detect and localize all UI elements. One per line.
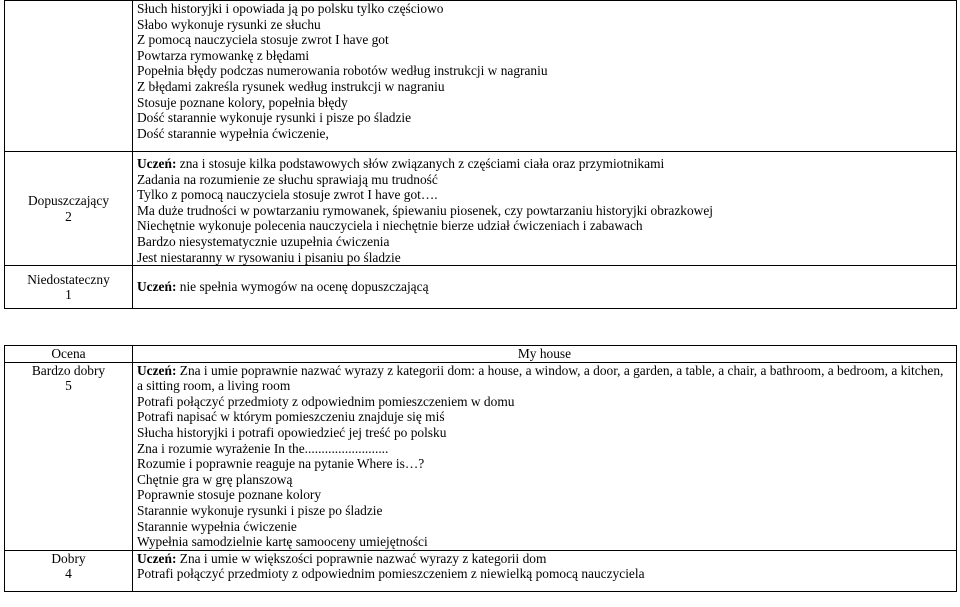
criteria-line: Potrafi połączyć przedmioty z odpowiednim pomieszczeniem w domu: [137, 393, 515, 409]
grade-number: 2: [65, 208, 72, 224]
criteria-line: Bardzo niesystematycznie uzupełnia ćwiczenia: [137, 233, 390, 249]
grade-number: 1: [65, 287, 72, 303]
criteria-line: Poprawnie stosuje poznane kolory: [137, 487, 322, 503]
criteria-line: Słuch historyjki i opowiada ją po polsku tylko częściowo: [137, 1, 444, 16]
table-row: [5, 152, 957, 266]
lead-bold: Uczeń:: [137, 362, 177, 378]
criteria-cell: [133, 266, 957, 309]
criteria-line: Słucha historyjki i potrafi opowiedzieć jej treść po polsku: [137, 424, 447, 440]
criteria-line: Dość starannie wypełnia ćwiczenie,: [137, 125, 329, 141]
lead-rest: Zna i umie poprawnie nazwać wyrazy z kategorii dom: a house, a window, a door, a garden, a table, a chair, a bathroom, a bedroom, a kitchen, a sitting room, a living room: [137, 362, 944, 394]
lead-rest: nie spełnia wymogów na ocenę dopuszczającą: [176, 279, 429, 295]
criteria-lead: [137, 551, 952, 567]
criteria-line: Jest niestaranny w rysowaniu i pisaniu po śladzie: [137, 249, 401, 265]
criteria-line: Wypełnia samodzielnie kartę samooceny umiejętności: [137, 534, 428, 550]
grade-cell: [5, 266, 133, 309]
header-row: [5, 346, 957, 363]
criteria-cell: [133, 362, 957, 550]
grade-cell-empty: [5, 1, 133, 152]
criteria-line: Starannie wykonuje rysunki i pisze po śladzie: [137, 502, 383, 518]
grading-table-1: [4, 0, 957, 309]
criteria-line: Zadania na rozumienie ze słuchu sprawiają mu trudność: [137, 171, 438, 187]
grade-name: Dopuszczający: [27, 192, 110, 208]
lead-bold: Uczeń:: [137, 279, 177, 295]
criteria-cell: [133, 152, 957, 266]
grade-name: Bardzo dobry: [31, 362, 106, 378]
header-grade: Ocena: [5, 346, 133, 363]
grade-cell: [5, 550, 133, 591]
criteria-line: Stosuje poznane kolory, popełnia błędy: [137, 94, 348, 110]
criteria-line: Zna i rozumie wyrażenie In the.........................: [137, 440, 389, 456]
grade-name: Niedostateczny: [27, 271, 110, 287]
criteria-line: Potrafi napisać w którym pomieszczeniu znajduje się miś: [137, 409, 445, 425]
criteria-line: Tylko z pomocą nauczyciela stosuje zwrot I have got….: [137, 187, 438, 203]
table-row: [5, 362, 957, 550]
table-row: [5, 266, 957, 309]
criteria-line: Popełnia błędy podczas numerowania robotów według instrukcji w nagraniu: [137, 63, 548, 79]
criteria-lead: [137, 279, 952, 295]
criteria-cell: [133, 1, 957, 152]
grade-cell: [5, 152, 133, 266]
table-row: [5, 550, 957, 591]
criteria-line: Chętnie gra w grę planszową: [137, 471, 293, 487]
grading-table-2: [4, 345, 957, 592]
criteria-line: Z pomocą nauczyciela stosuje zwrot I have got: [137, 32, 389, 48]
lead-rest: Zna i umie w większości poprawnie nazwać wyrazy z kategorii dom: [176, 550, 547, 566]
criteria-line: Dość starannie wykonuje rysunki i pisze po śladzie: [137, 110, 412, 126]
criteria-line: Słabo wykonuje rysunki ze słuchu: [137, 16, 321, 32]
table-row: [5, 1, 957, 152]
criteria-line: Niechętnie wykonuje polecenia nauczyciela i niechętnie bierze udział ćwiczeniach i zabawach: [137, 218, 643, 234]
criteria-line: Potrafi połączyć przedmioty z odpowiednim pomieszczeniem z niewielką pomocą nauczyciela: [137, 566, 645, 582]
criteria-line: Starannie wypełnia ćwiczenie: [137, 518, 297, 534]
criteria-lead: [137, 363, 952, 394]
lead-bold: Uczeń:: [137, 156, 177, 171]
criteria-cell: [133, 550, 957, 591]
grade-number: 5: [65, 378, 72, 394]
criteria-lead: [137, 156, 952, 172]
grade-name: Dobry: [51, 550, 86, 566]
criteria-line: Ma duże trudności w powtarzaniu rymowanek, śpiewaniu piosenek, czy powtarzaniu historyjki obrazkowej: [137, 202, 713, 218]
lead-rest: zna i stosuje kilka podstawowych słów związanych z częściami ciała oraz przymiotnikami: [176, 156, 665, 171]
criteria-line: Rozumie i poprawnie reaguje na pytanie Where is…?: [137, 456, 425, 472]
criteria-line: Powtarza rymowankę z błędami: [137, 47, 310, 63]
header-topic: My house: [133, 346, 957, 363]
grade-number: 4: [65, 566, 72, 582]
lead-bold: Uczeń:: [137, 550, 177, 566]
criteria-line: Z błędami zakreśla rysunek według instrukcji w nagraniu: [137, 78, 445, 94]
grade-cell: [5, 362, 133, 550]
